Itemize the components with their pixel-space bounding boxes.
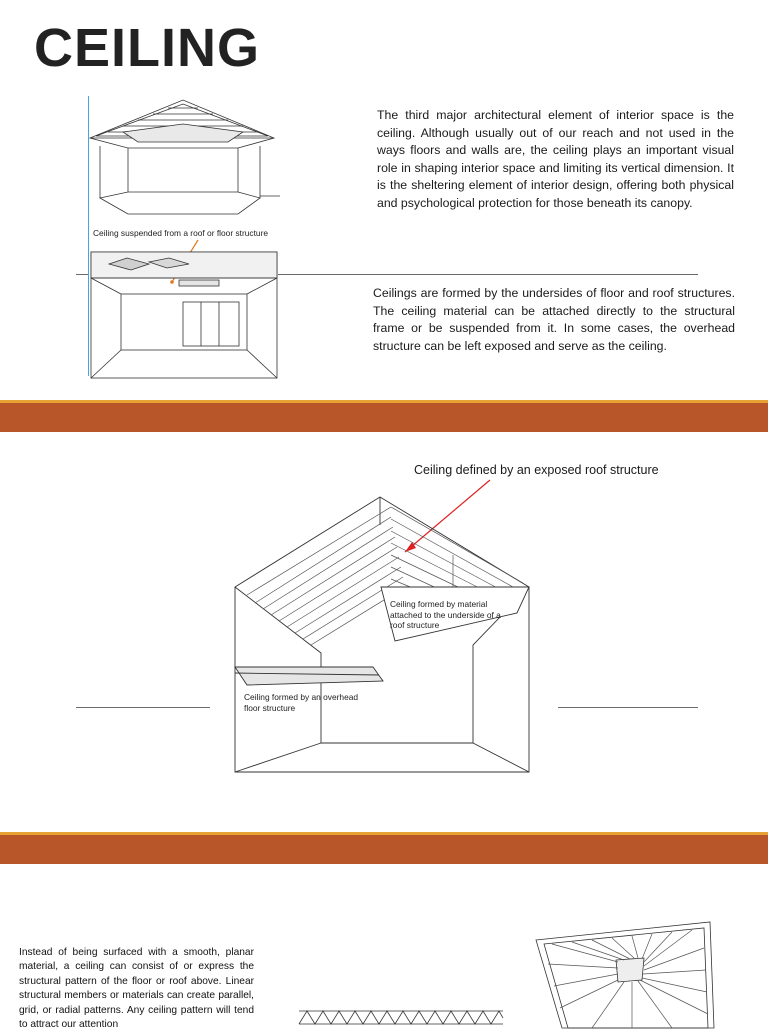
attached-ceiling-label: Ceiling formed by material attached to the underside of a roof structure <box>390 599 501 630</box>
divider-line <box>278 274 698 275</box>
room-illustration <box>89 250 279 380</box>
section-divider-band <box>0 400 768 432</box>
radial-roof-illustration <box>532 918 717 1028</box>
exposed-roof-caption: Ceiling defined by an exposed roof structure <box>414 463 659 477</box>
section-divider-band <box>0 832 768 864</box>
intro-paragraph: The third major architectural element of interior space is the ceiling. Although usually out of our reach and not used in the ways floors and walls are, the ceiling plays an important visual role in shaping interior space and limiting its vertical dimension. It is the sheltering element of interior design, offering both physical and psychological protection for those beneath its canopy. <box>377 108 734 210</box>
suspended-ceiling-illustration <box>88 96 288 226</box>
page-title: CEILING <box>34 18 261 78</box>
truss-illustration <box>297 1008 507 1028</box>
ceiling-formation-paragraph: Ceilings are formed by the undersides of floor and roof structures. The ceiling material can be attached directly to the structural frame or be suspended from it. In some cases, the overhead structure can be left exposed and serve as the ceiling. <box>373 286 735 353</box>
overhead-floor-label: Ceiling formed by an overhead floor structure <box>244 692 359 713</box>
divider-line <box>76 274 88 275</box>
exposed-roof-illustration <box>233 495 533 780</box>
divider-line <box>558 707 698 708</box>
structural-pattern-paragraph: Instead of being surfaced with a smooth, planar material, a ceiling can consist of or express the structural pattern of the floor or roof above. Linear structural members or materials can create parallel, grid, or radial patterns. Any ceiling pattern will tend to attract our attention <box>19 947 254 1031</box>
divider-line <box>76 707 210 708</box>
suspended-ceiling-label: Ceiling suspended from a roof or floor structure <box>93 228 269 238</box>
